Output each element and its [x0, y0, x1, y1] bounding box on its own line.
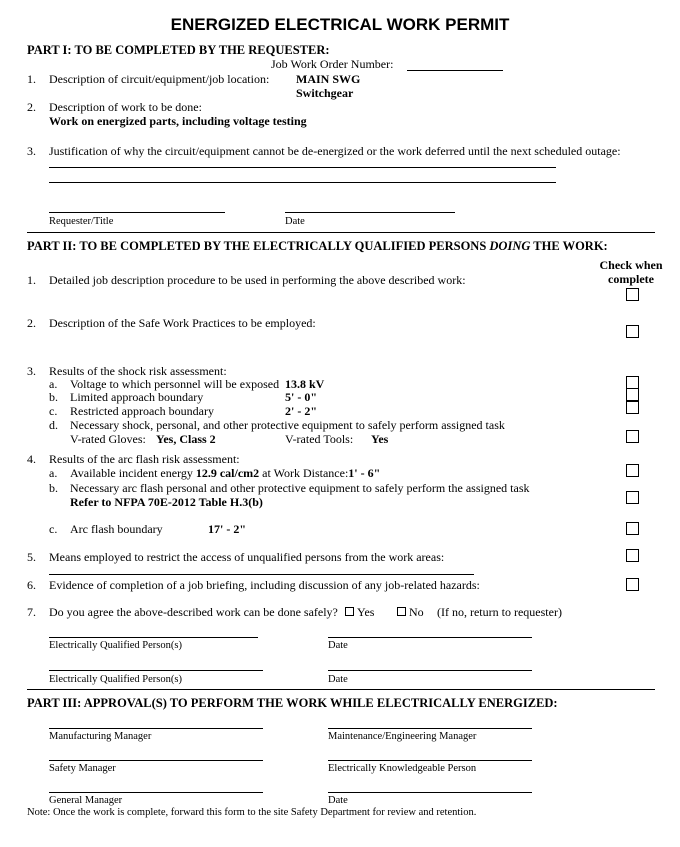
eqp-date-label-2: Date	[328, 674, 348, 685]
item3b-letter: b.	[49, 390, 58, 404]
part2-item1-label: Detailed job description procedure to be used in performing the above described work:	[49, 273, 466, 287]
job-order-label: Job Work Order Number:	[271, 57, 394, 71]
no-option[interactable]: No	[397, 605, 424, 620]
check-header-2: complete	[608, 272, 654, 286]
knowledgeable-person-line[interactable]	[328, 760, 532, 761]
part2-item6-label: Evidence of completion of a job briefing, including discussion of any job-related hazards:	[49, 578, 480, 592]
mfg-manager-label: Manufacturing Manager	[49, 731, 152, 742]
general-manager-date-line[interactable]	[328, 792, 532, 793]
justification-line-2[interactable]	[49, 182, 556, 183]
item6-checkbox[interactable]	[626, 578, 639, 591]
maint-manager-line[interactable]	[328, 728, 532, 729]
yes-checkbox[interactable]	[345, 607, 354, 616]
requester-date-label: Date	[285, 216, 305, 227]
part1-item1-num: 1.	[27, 72, 36, 86]
maint-manager-label: Maintenance/Engineering Manager	[328, 731, 477, 742]
part1-item1-label: Description of circuit/equipment/job location:	[49, 72, 270, 86]
item3d-label: Necessary shock, personal, and other protective equipment to safely perform assigned task	[70, 418, 505, 432]
part1-item1-value-1: MAIN SWG	[296, 72, 361, 86]
part2-item2-label: Description of the Safe Work Practices to be employed:	[49, 316, 316, 330]
part2-item6-num: 6.	[27, 578, 36, 592]
eqp-label-1: Electrically Qualified Person(s)	[49, 640, 182, 651]
part1-item2-label: Description of work to be done:	[49, 100, 202, 114]
eqp-date-line-2[interactable]	[328, 670, 532, 671]
general-manager-date-label: Date	[328, 795, 348, 806]
item4b-label: Necessary arc flash personal and other protective equipment to safely perform the assigned task	[70, 481, 530, 495]
tools-label: V-rated Tools:	[285, 432, 354, 446]
no-checkbox[interactable]	[397, 607, 406, 616]
item3d-letter: d.	[49, 418, 58, 432]
part1-item1-value-2: Switchgear	[296, 86, 354, 100]
part2-item3-label: Results of the shock risk assessment:	[49, 364, 227, 378]
item3c-label: Restricted approach boundary	[70, 404, 214, 418]
eqp-date-label-1: Date	[328, 640, 348, 651]
part3-heading: PART III: APPROVAL(S) TO PERFORM THE WORK WHILE ELECTRICALLY ENERGIZED:	[27, 696, 558, 710]
item7-note: (If no, return to requester)	[437, 605, 562, 619]
part2-heading: PART II: TO BE COMPLETED BY THE ELECTRICALLY QUALIFIED PERSONS DOING THE WORK:	[27, 239, 608, 253]
part2-item2-num: 2.	[27, 316, 36, 330]
part2-item1-num: 1.	[27, 273, 36, 287]
eqp-label-2: Electrically Qualified Person(s)	[49, 674, 182, 685]
item4b-letter: b.	[49, 481, 58, 495]
eqp-signature-line-1[interactable]	[49, 637, 258, 638]
eqp-date-line-1[interactable]	[328, 637, 532, 638]
item4b-value: Refer to NFPA 70E-2012 Table H.3(b)	[70, 495, 263, 509]
part1-item2-value: Work on energized parts, including voltage testing	[49, 114, 307, 128]
item5-checkbox[interactable]	[626, 549, 639, 562]
item3c-checkbox[interactable]	[626, 401, 639, 414]
part1-item3-num: 3.	[27, 144, 36, 158]
safety-manager-label: Safety Manager	[49, 763, 116, 774]
item4a-letter: a.	[49, 466, 58, 480]
eqp-signature-line-2[interactable]	[49, 670, 263, 671]
item3a-label: Voltage to which personnel will be exposed	[70, 377, 280, 391]
part2-item7-label: Do you agree the above-described work can be done safely?	[49, 605, 338, 619]
part1-item3-label: Justification of why the circuit/equipment cannot be de-energized or the work deferred until the next scheduled outage:	[49, 144, 621, 158]
part2-item4-label: Results of the arc flash risk assessment:	[49, 452, 240, 466]
item4a-text: Available incident energy 12.9 cal/cm2 at Work Distance:1' - 6"	[70, 466, 381, 480]
item3b-value: 5' - 0"	[285, 390, 317, 404]
part1-heading: PART I: TO BE COMPLETED BY THE REQUESTER:	[27, 43, 330, 57]
requester-signature-line[interactable]	[49, 212, 225, 213]
item2-checkbox[interactable]	[626, 325, 639, 338]
item6-line	[49, 574, 474, 575]
mfg-manager-line[interactable]	[49, 728, 263, 729]
part1-item2-num: 2.	[27, 100, 36, 114]
item3b-checkbox[interactable]	[626, 388, 639, 401]
part2-item5-label: Means employed to restrict the access of unqualified persons from the work areas:	[49, 550, 445, 564]
justification-line-1[interactable]	[49, 167, 556, 168]
item3d-checkbox[interactable]	[626, 430, 639, 443]
item3a-value: 13.8 kV	[285, 377, 325, 391]
part2-item7-num: 7.	[27, 605, 36, 619]
item3a-letter: a.	[49, 377, 58, 391]
general-manager-label: General Manager	[49, 795, 123, 806]
part2-item4-num: 4.	[27, 452, 36, 466]
check-header-1: Check when	[599, 258, 663, 272]
knowledgeable-person-label: Electrically Knowledgeable Person	[328, 763, 477, 774]
item4c-letter: c.	[49, 522, 58, 536]
page-title: ENERGIZED ELECTRICAL WORK PERMIT	[170, 15, 510, 34]
part-divider-2	[27, 689, 655, 690]
general-manager-line[interactable]	[49, 792, 263, 793]
item4b-checkbox[interactable]	[626, 491, 639, 504]
part2-item3-num: 3.	[27, 364, 36, 378]
item3b-label: Limited approach boundary	[70, 390, 204, 404]
job-order-field[interactable]	[407, 70, 503, 71]
part-divider	[27, 232, 655, 233]
item4c-label: Arc flash boundary	[70, 522, 163, 536]
requester-title-label: Requester/Title	[49, 216, 114, 227]
yes-option[interactable]: Yes	[345, 605, 374, 620]
item4c-value: 17' - 2"	[208, 522, 246, 536]
footer-note: Note: Once the work is complete, forward this form to the site Safety Department for review and retention.	[27, 807, 477, 818]
item4a-checkbox[interactable]	[626, 464, 639, 477]
requester-date-line[interactable]	[285, 212, 455, 213]
tools-value: Yes	[371, 432, 389, 446]
item4c-checkbox[interactable]	[626, 522, 639, 535]
item3c-letter: c.	[49, 404, 58, 418]
gloves-value: Yes, Class 2	[156, 432, 216, 446]
part2-item5-num: 5.	[27, 550, 36, 564]
gloves-label: V-rated Gloves:	[70, 432, 146, 446]
item3c-value: 2' - 2"	[285, 404, 317, 418]
item1-checkbox[interactable]	[626, 288, 639, 301]
safety-manager-line[interactable]	[49, 760, 263, 761]
